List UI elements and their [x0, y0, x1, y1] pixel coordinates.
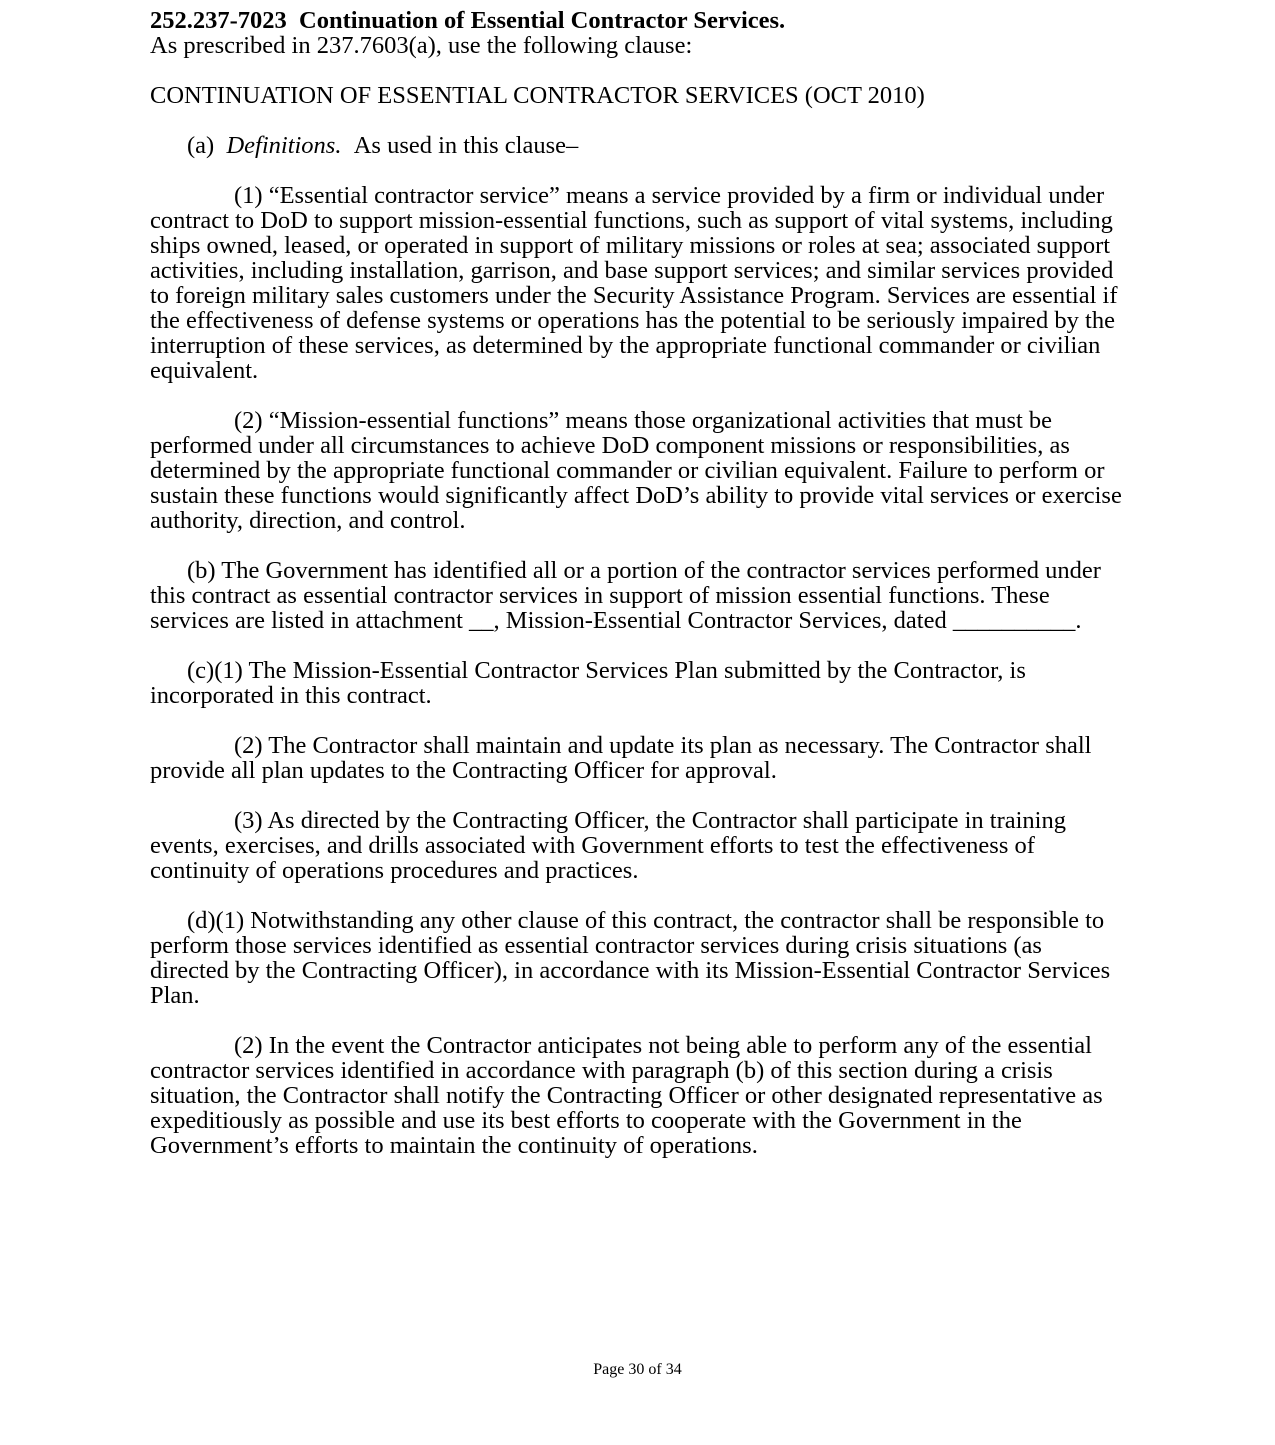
clause-heading-title: Continuation of Essential Contractor Services. [299, 7, 786, 34]
paragraph-a1: (1) “Essential contractor service” means a service provided by a firm or individual under contract to DoD to support mission-essential functions, such as support of vital systems, including ships owned, leased, or operated in support of military missions or roles at sea; associated support activities, including installation, garrison, and base support services; and similar services provided to foreign military sales customers under the Security Assistance Program. Services are essential if the effectiveness of defense systems or operations has the potential to be seriously impaired by the interruption of these services, as determined by the appropriate functional commander or civilian equivalent. [150, 182, 1118, 384]
paragraph-a-label: (a) [187, 132, 215, 159]
clause-heading [150, 8, 1125, 58]
page-number-footer: Page 30 of 34 [593, 1361, 682, 1378]
paragraph-c2: (2) The Contractor shall maintain and update its plan as necessary. The Contractor shall provide all plan updates to the Contracting Officer for approval. [150, 732, 1092, 784]
paragraph-a-term: Definitions. [226, 132, 342, 159]
heading-line [150, 8, 1125, 33]
paragraph-d1: (d)(1) Notwithstanding any other clause of this contract, the contractor shall be responsible to perform those services identified as essential contractor services during crisis situations (as directed by the Contracting Officer), in accordance with its Mission-Essential Contractor Services Plan. [150, 907, 1111, 1009]
clause-title: CONTINUATION OF ESSENTIAL CONTRACTOR SERVICES (OCT 2010) [150, 82, 925, 109]
paragraph-c3: (3) As directed by the Contracting Officer, the Contractor shall participate in training events, exercises, and drills associated with Government efforts to test the effectiveness of continuity of operations procedures and practices. [150, 807, 1066, 884]
paragraph-a2: (2) “Mission-essential functions” means those organizational activities that must be performed under all circumstances to achieve DoD component missions or responsibilities, as determined by the appropriate functional commander or civilian equivalent. Failure to perform or sustain these functions would significantly affect DoD’s ability to provide vital services or exercise authority, direction, and control. [150, 407, 1122, 534]
paragraph-b: (b) The Government has identified all or a portion of the contractor services performed under this contract as essential contractor services in support of mission essential functions. These services are listed in attachment __, Mission-Essential Contractor Services, dated __________. [150, 557, 1101, 634]
paragraph-d2: (2) In the event the Contractor anticipates not being able to perform any of the essential contractor services identified in accordance with paragraph (b) of this section during a crisis situation, the Contractor shall notify the Contracting Officer or other designated representative as expeditiously as possible and use its best efforts to cooperate with the Government in the Government’s efforts to maintain the continuity of operations. [150, 1032, 1103, 1159]
paragraph-a [150, 133, 1125, 158]
prescription-line: As prescribed in 237.7603(a), use the following clause: [150, 32, 693, 59]
paragraph-a-text: As used in this clause– [353, 132, 579, 159]
document-page [150, 8, 1125, 1158]
clause-number: 252.237-7023 [150, 7, 287, 34]
paragraph-c1: (c)(1) The Mission-Essential Contractor Services Plan submitted by the Contractor, is incorporated in this contract. [150, 657, 1026, 709]
